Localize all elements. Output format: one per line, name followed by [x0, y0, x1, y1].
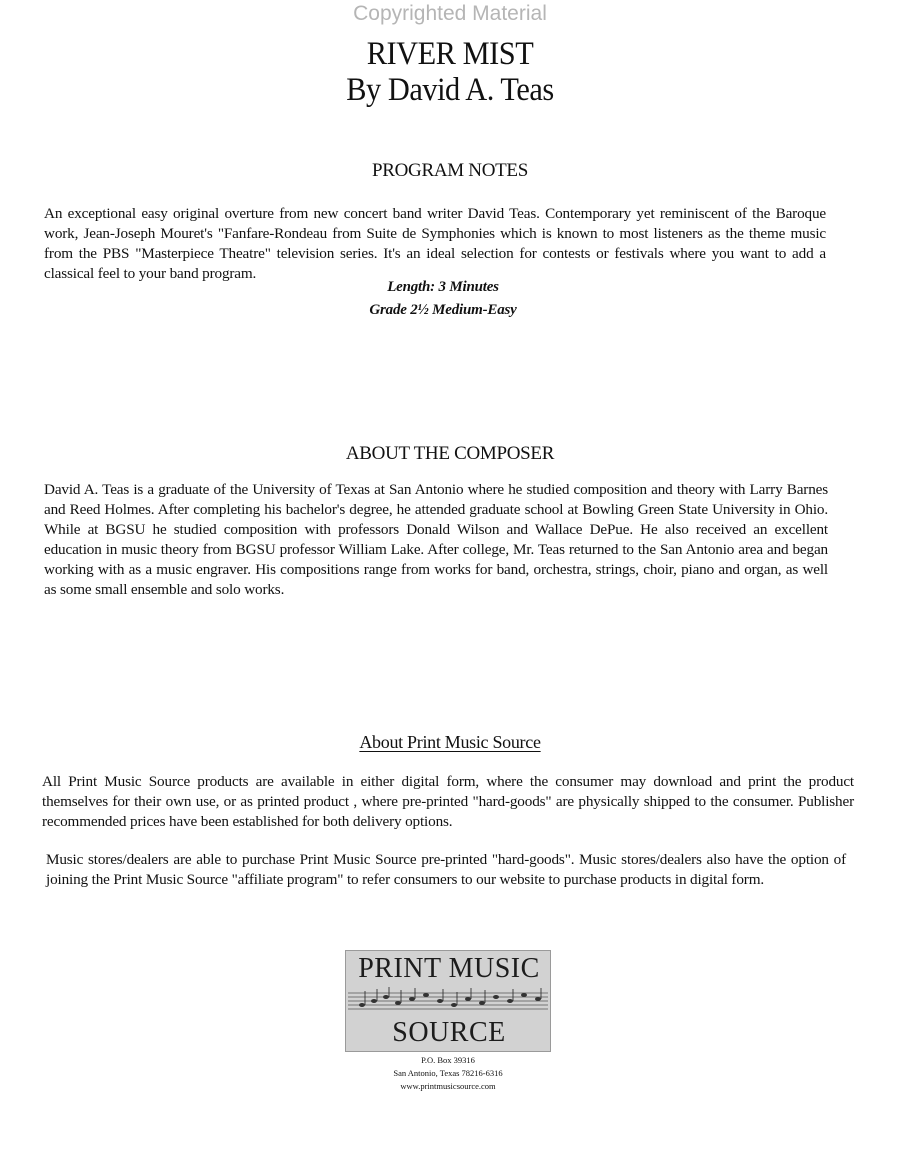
about-pms-paragraph-2: Music stores/dealers are able to purchase Print Music Source pre-printed "hard-goods". Music stores/dealers also have the option of joining the Print Music Source "affiliate program" to refer consumers to our website to purchase products in digital form.: [46, 851, 846, 888]
music-staff-icon: [348, 987, 548, 1015]
website-link[interactable]: www.printmusicsource.com: [400, 1081, 496, 1091]
about-pms-heading-text: About Print Music Source: [359, 732, 541, 752]
address-city: San Antonio, Texas 78216-6316: [393, 1068, 503, 1078]
program-notes-text: An exceptional easy original overture from new concert band writer David Teas. Contemporary yet reminiscent of the Baroque work, Jean-Joseph Mouret's "Fanfare-Rondeau from Suite de Symphonies which is known to most listeners as the theme music from the PBS "Masterpiece Theatre" television series. It's an ideal selection for contests or festivals where you want to add a classical feel to your band program.: [44, 205, 826, 282]
grade-info: Grade 2½ Medium-Easy: [369, 302, 517, 318]
about-pms-paragraph-1: All Print Music Source products are available in either digital form, where the consumer may download and print the product themselves for their own use, or as printed product , where pre-printed "hard-goods" are physically shipped to the consumer. Publisher recommended prices have been established for both delivery options.: [42, 773, 854, 830]
piece-title: RIVER MIST: [366, 36, 534, 72]
logo-bottom-text: SOURCE: [392, 1017, 506, 1048]
about-composer-heading: ABOUT THE COMPOSER: [345, 443, 555, 464]
composer-byline: By David A. Teas: [346, 72, 554, 108]
print-music-source-logo: [345, 950, 551, 1052]
program-notes-heading: PROGRAM NOTES: [371, 160, 529, 181]
logo-top-text: PRINT MUSIC: [358, 953, 540, 984]
length-info: Length: 3 Minutes: [387, 279, 499, 295]
address-po-box: P.O. Box 39316: [421, 1055, 475, 1065]
title-block: [0, 36, 900, 108]
about-pms-heading: [0, 732, 900, 753]
copyright-watermark: Copyrighted Material: [353, 2, 547, 25]
about-composer-text: David A. Teas is a graduate of the University of Texas at San Antonio where he studied composition and theory with Larry Barnes and Reed Holmes. After completing his bachelor's degree, he attended graduate school at Bowling Green State University in Ohio. While at BGSU he studied composition with professors Donald Wilson and Wallace DePue. He also received an excellent education in music theory from BGSU professor William Lake. After college, Mr. Teas returned to the San Antonio area and began working with as a music engraver. His compositions range from works for band, orchestra, strings, choir, piano and organ, as well as some small ensemble and solo works.: [44, 481, 828, 598]
